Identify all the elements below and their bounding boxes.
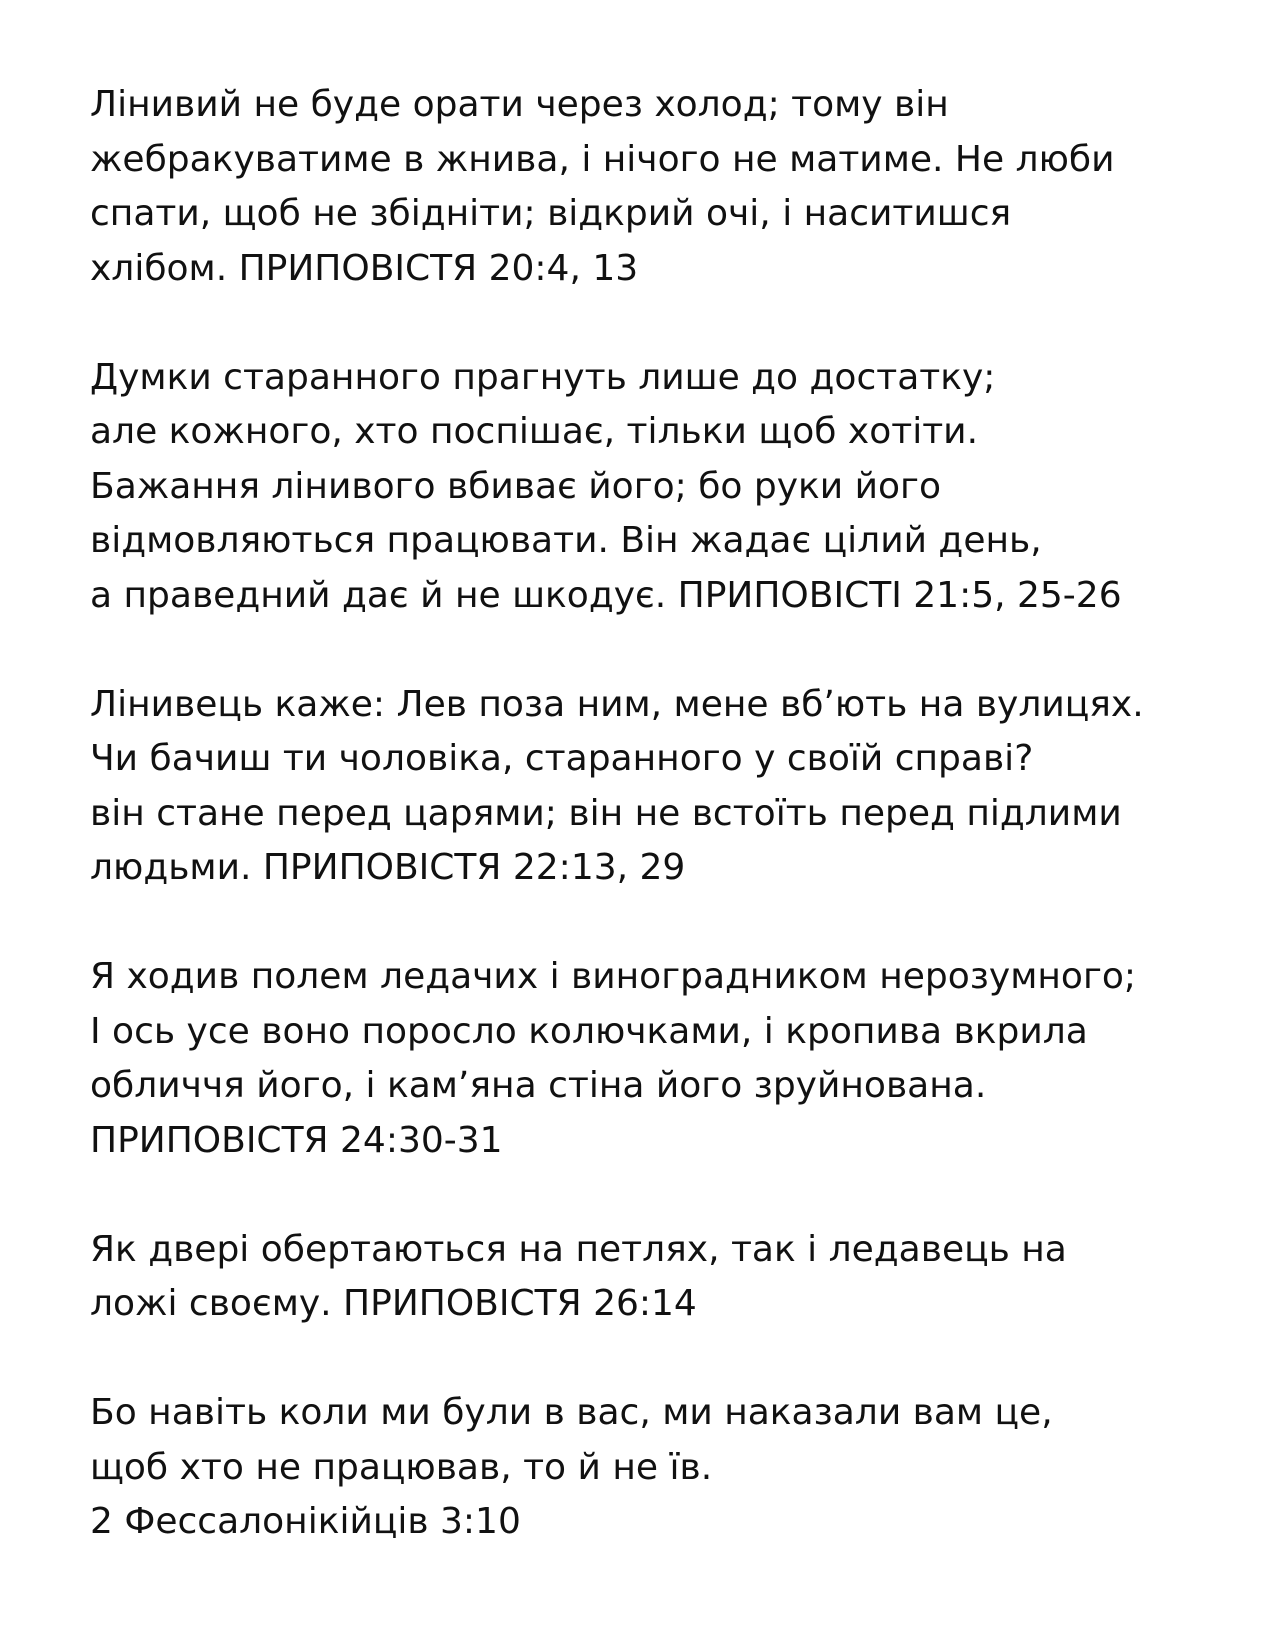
passage-proverbs-22 [90, 678, 1260, 896]
passage-line: обличчя його, і кам’яна стіна його зруйнована. [90, 1065, 987, 1106]
passage-line: але кожного, хто поспішає, тільки щоб хотіти. [90, 411, 979, 452]
passage-line: Я ходив полем ледачих і виноградником нерозумного; [90, 956, 1137, 997]
passage-line: Лінивець каже: Лев поза ним, мене вб’ють на вулицях. [90, 683, 1144, 725]
passage-thessalonians [90, 1386, 1260, 1550]
passage-line: Лінивий не буде орати через холод; тому він [90, 84, 949, 125]
passage-proverbs-20 [90, 78, 1260, 296]
passage-proverbs-21 [90, 351, 1260, 624]
passage-line: 2 Фессалонікійців 3:10 [90, 1501, 521, 1542]
passage-line: Бо навіть коли ми були в вас, ми наказали вам це, [90, 1392, 1053, 1433]
passage-line: І ось усе воно поросло колючками, і кропива вкрила [90, 1010, 1088, 1052]
passage-line: жебракуватиме в жнива, і нічого не матиме. Не люби [90, 138, 1115, 180]
passage-line: Як двері обертаються на петлях, так і ледавець на [90, 1228, 1067, 1270]
passage-line: щоб хто не працював, то й не їв. [90, 1446, 713, 1488]
scripture-passages [90, 78, 1260, 1604]
passage-line: людьми. ПРИПОВІСТЯ 22:13, 29 [90, 847, 686, 888]
passage-proverbs-26 [90, 1223, 1260, 1332]
passage-proverbs-24 [90, 950, 1260, 1168]
passage-line: відмовляються працювати. Він жадає цілий день, [90, 520, 1042, 561]
passage-line: Думки старанного прагнуть лише до достатку; [90, 356, 996, 398]
passage-line: він стане перед царями; він не встоїть перед підлими [90, 792, 1122, 834]
passage-line: а праведний дає й не шкодує. ПРИПОВІСТІ 21:5, 25-26 [90, 574, 1122, 616]
passage-line: Бажання лінивого вбиває його; бо руки його [90, 465, 941, 507]
passage-line: ложі своєму. ПРИПОВІСТЯ 26:14 [90, 1283, 697, 1324]
passage-line: хлібом. ПРИПОВІСТЯ 20:4, 13 [90, 247, 639, 289]
passage-line: ПРИПОВІСТЯ 24:30-31 [90, 1119, 503, 1161]
passage-line: спати, щоб не збідніти; відкрий очі, і наситишся [90, 193, 1012, 234]
passage-line: Чи бачиш ти чоловіка, старанного у своїй справі? [90, 738, 1034, 779]
